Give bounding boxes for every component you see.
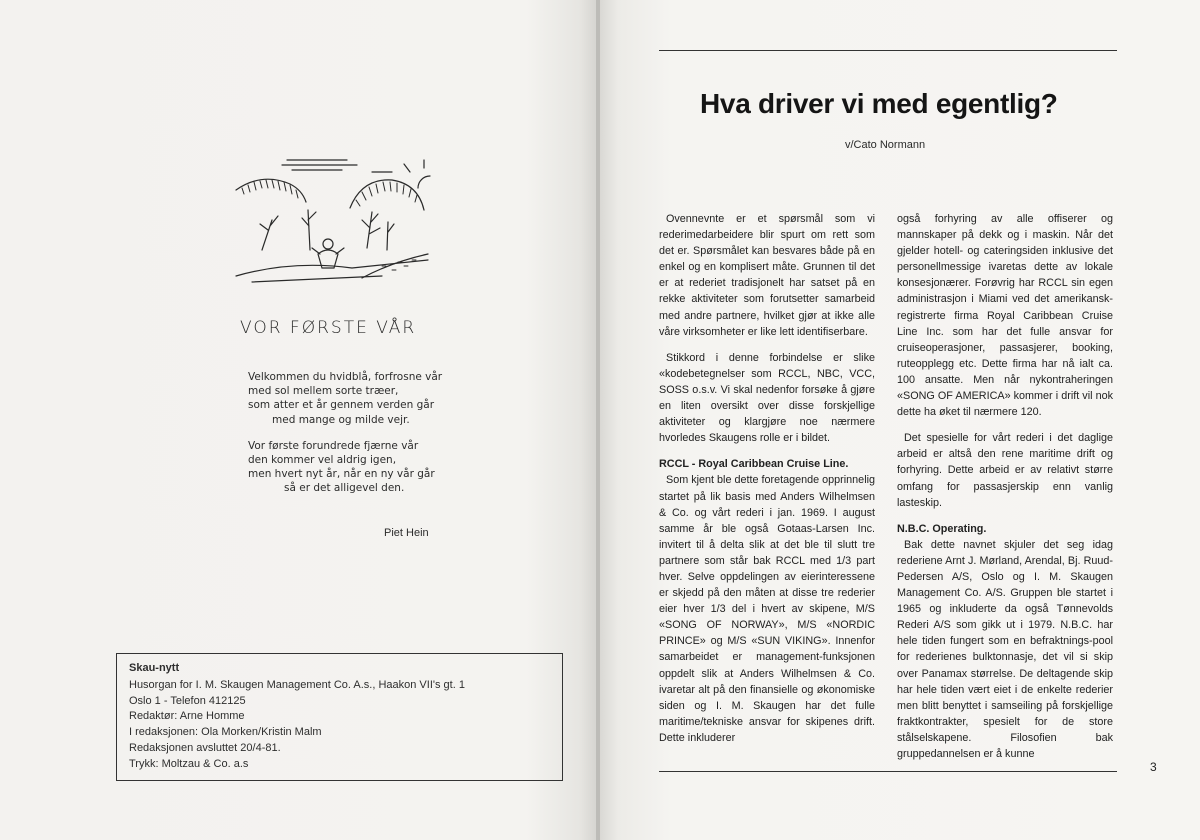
poem-line: Velkommen du hvidblå, forfrosne vår bbox=[248, 371, 443, 383]
article-paragraph: også forhyring av alle offiserer og mannskaper på dekk og i maskin. Når det gjelder hotell- og cateringsiden inklusive det personellmessige ivaretas dette av lokale konsesjonærer. Forøvrig har RCCL sin egen administrasjon i Miami ved det amerikansk-registrerte firma Royal Caribbean Cruise Line Inc. som har det fulle ansvar for cruiseoperasjoner, passasjerer, booking, ruteopplegg etc. Dette firma har nå ialt ca. 100 ansatte. Men når nykontraheringen «SONG OF AMERICA» kommer i drift vil nok dette ha øket til nærmere 120. bbox=[897, 213, 1113, 419]
poem-line: med mange og milde vejr. bbox=[272, 413, 410, 426]
poem-line: så er det alligevel den. bbox=[284, 482, 405, 495]
article-paragraph: Stikkord i denne forbindelse er slike «kodebetegnelser som RCCL, NBC, VCC, SOSS o.s.v. Vi skal nedenfor forsøke å gjøre en liten oversikt over disse forskjellige aktiviteter og klargjøre noe nærmere hvorledes Skaugens rolle er i bildet. bbox=[659, 351, 875, 445]
poem-line: den kommer vel aldrig igen, bbox=[248, 454, 397, 467]
left-page bbox=[0, 0, 598, 840]
article-paragraph: Bak dette navnet skjuler det seg idag rederiene Arnt J. Mørland, Arendal, Bj. Ruud-Pedersen A/S, Oslo og I. M. Skaugen Management Co. A/S. Gruppen ble startet i 1965 og inkluderte da også Tønnevolds Rederi A/S som gikk ut i 1979. N.B.C. har hele tiden fungert som en befraktnings-pool for rederienes bulktonnasje, det vil si skip over Panamax størrelse. De deltagende skip har hele tiden vært eiet i de enkelte rederier men blitt benyttet i samseiling på forskjellige fraktkontrakter, spesielt for de store stålselskapene. Filosofien bak gruppedannelsen er å kunne bbox=[897, 538, 1113, 760]
poem-line: med sol mellem sorte træer, bbox=[248, 385, 399, 398]
article-paragraph: Det spesielle for vårt rederi i det daglige arbeid er altså den rene maritime drift og forhyring. Dette arbeid er av relativt større omfang for passasjerskip enn vanlig lasteskip. bbox=[897, 432, 1113, 509]
poem-stanza-2 bbox=[248, 439, 508, 496]
poem bbox=[248, 370, 508, 508]
poem-stanza-1 bbox=[248, 370, 508, 427]
section-heading: N.B.C. Operating. bbox=[897, 522, 987, 535]
article-paragraph: Som kjent ble dette foretagende opprinnelig startet på lik basis med Anders Wilhelmsen & Co. og vårt rederi i jan. 1969. I august samme år ble også Gotaas-Larsen Inc. invitert til å delta slik at det ble til slutt tre partnere som står bak RCCL med 1/3 part hver. Selve oppdelingen av eierinteressene er skjedd på den måten at disse tre rederier eier hver 1/3 del i hvert av skipene, M/S «SONG OF NORWAY», M/S «NORDIC PRINCE» og M/S «SUN VIKING». Innenfor samarbeidet er management-funksjonen oppdelt slik at Anders Wilhelmsen & Co. ivaretar alt på den finansielle og økonomiske siden og I. M. Skaugen har det fulle maritime/tekniske ansvar for skipenes drift. Dette inkluderer bbox=[659, 474, 875, 744]
colophon-line: Trykk: Moltzau & Co. a.s bbox=[129, 757, 249, 770]
spring-landscape-illustration bbox=[232, 150, 444, 296]
page-number: 3 bbox=[1150, 760, 1157, 774]
poem-title: VOR FØRSTE VÅR bbox=[240, 318, 417, 338]
section-heading: RCCL - Royal Caribbean Cruise Line. bbox=[659, 458, 849, 471]
article-column-right bbox=[897, 211, 1113, 772]
colophon-line: Husorgan for I. M. Skaugen Management Co. A.s., Haakon VII's gt. 1 bbox=[129, 678, 465, 691]
colophon-line: Oslo 1 - Telefon 412125 bbox=[129, 694, 246, 707]
poem-line: som atter et år gennem verden går bbox=[248, 399, 435, 412]
colophon-line: Redaksjonen avsluttet 20/4-81. bbox=[129, 741, 281, 754]
colophon-box bbox=[116, 653, 563, 781]
article-title: Hva driver vi med egentlig? bbox=[700, 88, 1058, 119]
poem-line: men hvert nyt år, når en ny vår går bbox=[248, 468, 435, 481]
colophon-line: I redaksjonen: Ola Morken/Kristin Malm bbox=[129, 726, 322, 739]
article-column-left bbox=[659, 211, 875, 756]
poem-author: Piet Hein bbox=[384, 527, 429, 539]
bottom-rule bbox=[659, 771, 1117, 772]
article-paragraph: Ovennevnte er et spørsmål som vi rederimedarbeidere blir spurt om rett som det er. Spørsmålet kan besvares både på en enkel og en komplisert måte. Grunnen til det er at rederiet tradisjonelt har satset på en rekke aktiviteter som forutsetter samarbeid med andre partnere, hvilket gjør at ikke alle våre virksomheter er like lett identifiserbare. bbox=[659, 213, 875, 338]
top-rule bbox=[659, 50, 1117, 51]
poem-line: Vor første forundrede fjærne vår bbox=[248, 439, 419, 452]
article-byline: v/Cato Normann bbox=[845, 139, 926, 151]
colophon-title: Skau-nytt bbox=[129, 662, 180, 674]
colophon-line: Redaktør: Arne Homme bbox=[129, 710, 245, 723]
